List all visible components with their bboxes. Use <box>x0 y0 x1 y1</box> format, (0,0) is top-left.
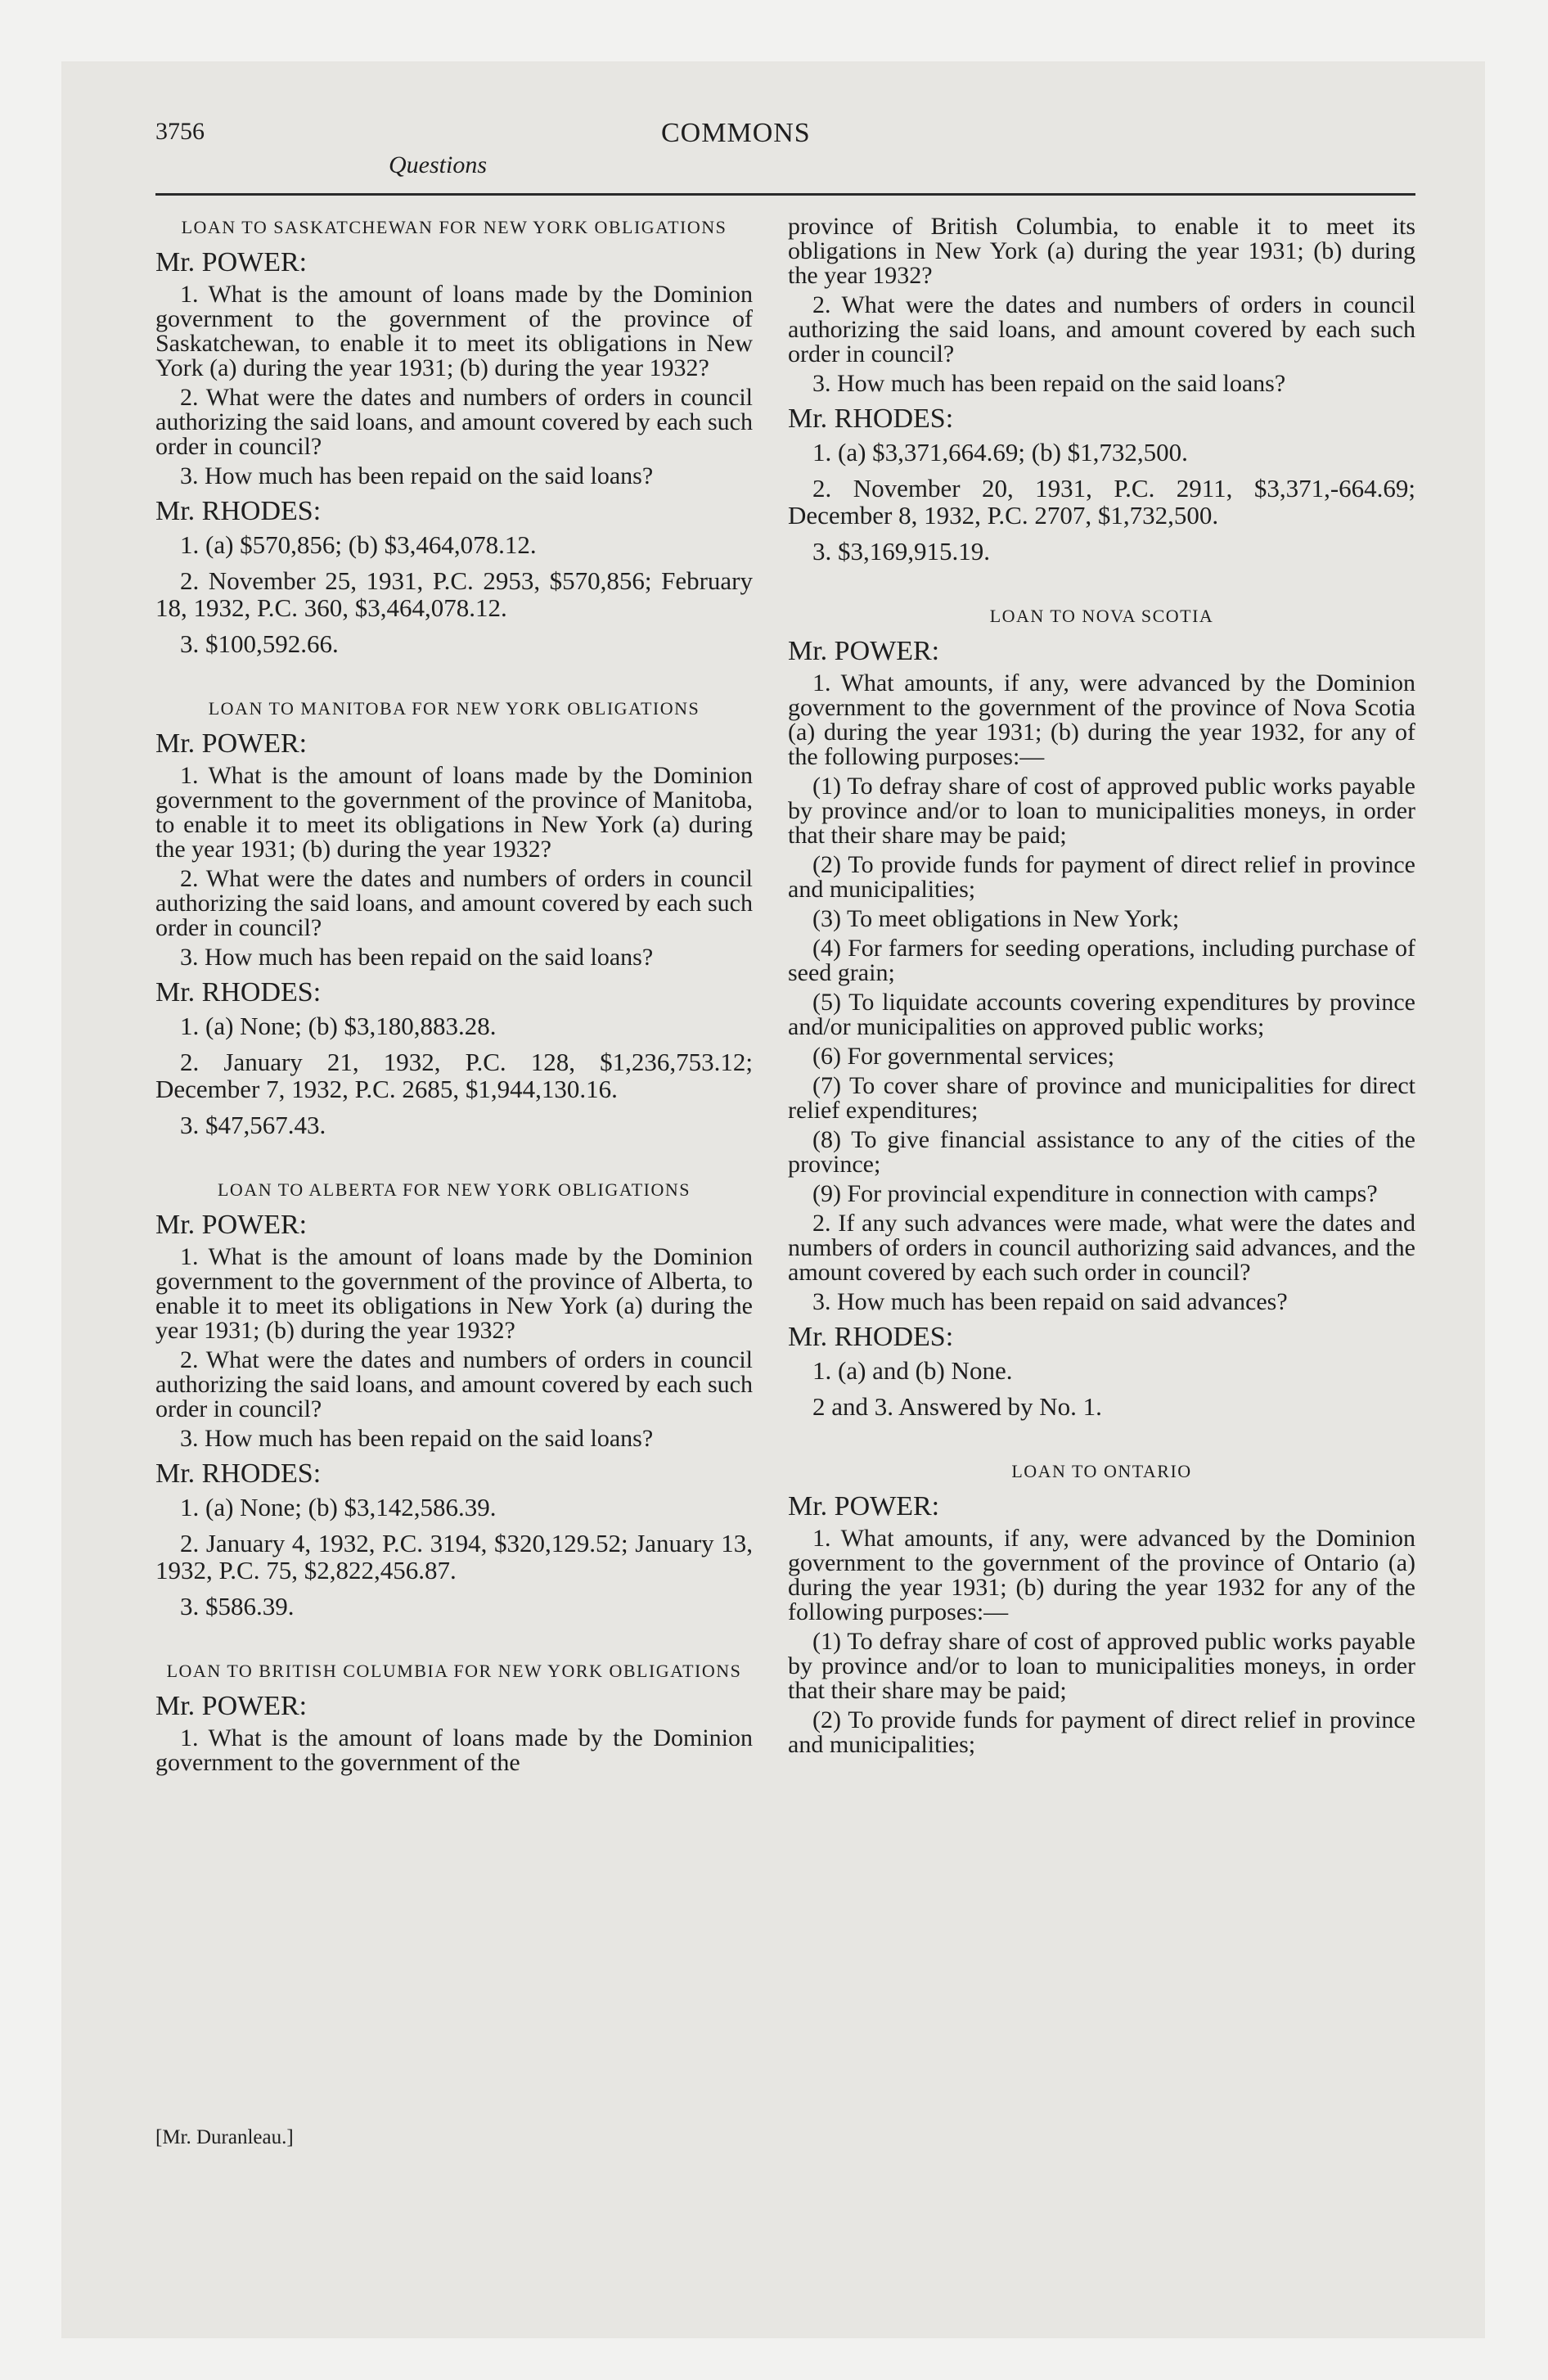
answer-paragraph: 1. (a) $570,856; (b) $3,464,078.12. <box>180 530 537 559</box>
question-paragraph: 3. How much has been repaid on the said loans? <box>180 1425 654 1452</box>
question-paragraph: (1) To defray share of cost of approved public works payable by province and/or to loan to municipalities moneys, in order that their share may be paid; <box>788 1628 1415 1704</box>
answer-paragraph: 3. $586.39. <box>180 1592 295 1620</box>
question-paragraph: 1. What is the amount of loans made by the Dominion government to the government of the province of Alberta, to enable it to meet its obligations in New York (a) during the year 1931; (b) during the year 1932? <box>155 1243 753 1344</box>
answer-paragraph: 3. $3,169,915.19. <box>812 537 990 566</box>
question-paragraph: 1. What is the amount of loans made by the Dominion government to the government of the province of Manitoba, to enable it to meet its obligations in New York (a) during the year 1931; (b) during the year 1932? <box>155 762 753 863</box>
speaker-name: Mr. POWER: <box>788 1491 940 1521</box>
question-paragraph: (3) To meet obligations in New York; <box>812 905 1180 932</box>
section-heading: LOAN TO BRITISH COLUMBIA FOR NEW YORK OBLIGATIONS <box>166 1661 742 1681</box>
question-paragraph: 3. How much has been repaid on said advances? <box>812 1288 1288 1315</box>
speaker-name: Mr. POWER: <box>155 247 308 277</box>
section-heading: LOAN TO ALBERTA FOR NEW YORK OBLIGATIONS <box>217 1179 691 1200</box>
question-paragraph: (9) For provincial expenditure in connection with camps? <box>812 1180 1378 1207</box>
section-gap <box>155 666 753 696</box>
speaker-name: Mr. RHODES: <box>155 1458 322 1489</box>
section-heading: LOAN TO MANITOBA FOR NEW YORK OBLIGATIONS <box>208 698 700 719</box>
left-column <box>155 214 753 1780</box>
speaker-name: Mr. RHODES: <box>788 403 954 434</box>
question-paragraph: 2. What were the dates and numbers of orders in council authorizing the said loans, and amount covered by each such order in council? <box>155 384 753 460</box>
section-gap <box>155 1629 753 1658</box>
section-gap <box>788 574 1415 603</box>
speaker-name: Mr. RHODES: <box>155 977 322 1007</box>
question-paragraph: 2. What were the dates and numbers of orders in council authorizing the said loans, and amount covered by each such order in council? <box>155 1346 753 1422</box>
speaker-name: Mr. RHODES: <box>155 496 322 526</box>
section-heading: LOAN TO ONTARIO <box>1011 1461 1192 1481</box>
question-paragraph: (8) To give financial assistance to any of the cities of the province; <box>788 1126 1415 1178</box>
answer-paragraph: 1. (a) and (b) None. <box>812 1356 1013 1385</box>
question-paragraph: (6) For governmental services; <box>812 1043 1115 1070</box>
speaker-name: Mr. RHODES: <box>788 1322 954 1352</box>
question-paragraph: 1. What amounts, if any, were advanced by the Dominion government to the government of the province of Ontario (a) during the year 1931; (b) during the year 1932 for any of the following purposes:— <box>788 1525 1415 1625</box>
section-title: Questions <box>389 151 487 178</box>
answer-paragraph: 3. $47,567.43. <box>180 1111 326 1139</box>
speaker-name: Mr. POWER: <box>155 728 308 759</box>
question-paragraph: 1. What amounts, if any, were advanced by the Dominion government to the government of the province of Nova Scotia (a) during the year 1931; (b) during the year 1932, for any of the following purposes:— <box>788 669 1415 770</box>
question-paragraph: (5) To liquidate accounts covering expenditures by province and/or municipalities on approved public works; <box>788 989 1415 1040</box>
section-heading: LOAN TO SASKATCHEWAN FOR NEW YORK OBLIGATIONS <box>181 217 727 237</box>
header-rule <box>155 193 1415 196</box>
right-column <box>788 214 1415 1762</box>
running-title: COMMONS <box>661 118 811 148</box>
question-paragraph: (2) To provide funds for payment of direct relief in province and municipalities; <box>788 1706 1415 1758</box>
question-paragraph: 3. How much has been repaid on the said loans? <box>180 944 654 971</box>
question-paragraph: 1. What is the amount of loans made by the Dominion government to the government of the <box>155 1724 753 1776</box>
section-gap <box>788 1429 1415 1458</box>
question-paragraph: 2. If any such advances were made, what were the dates and numbers of orders in council authorizing said advances, and the amount covered by each such order in council? <box>788 1210 1415 1286</box>
page-number: 3756 <box>155 118 205 145</box>
answer-paragraph: 2. January 21, 1932, P.C. 128, $1,236,753.12; December 7, 1932, P.C. 2685, $1,944,130.16. <box>155 1048 753 1103</box>
question-paragraph: 1. What is the amount of loans made by the Dominion government to the government of the province of Saskatchewan, to enable it to meet its obligations in New York (a) during the year 1931; (b) during the year 1932? <box>155 281 753 381</box>
answer-paragraph: 2. November 25, 1931, P.C. 2953, $570,856; February 18, 1932, P.C. 360, $3,464,078.12. <box>155 566 753 622</box>
question-paragraph: 2. What were the dates and numbers of orders in council authorizing the said loans, and amount covered by each such order in council? <box>788 291 1415 367</box>
answer-paragraph: 2 and 3. Answered by No. 1. <box>812 1392 1102 1421</box>
answer-paragraph: 3. $100,592.66. <box>180 629 339 658</box>
question-paragraph: 3. How much has been repaid on the said loans? <box>812 370 1286 397</box>
speaker-name: Mr. POWER: <box>155 1691 308 1721</box>
question-paragraph: (1) To defray share of cost of approved public works payable by province and/or to loan to municipalities moneys, in order that their share may be paid; <box>788 773 1415 849</box>
speaker-name: Mr. POWER: <box>788 636 940 666</box>
continued-paragraph: province of British Columbia, to enable it to meet its obligations in New York (a) during the year 1931; (b) during the year 1932? <box>788 213 1415 289</box>
answer-paragraph: 2. November 20, 1931, P.C. 2911, $3,371,-664.69; December 8, 1932, P.C. 2707, $1,732,500. <box>788 474 1415 530</box>
question-paragraph: 2. What were the dates and numbers of orders in council authorizing the said loans, and amount covered by each such order in council? <box>155 865 753 941</box>
footnote: [Mr. Duranleau.] <box>155 2126 294 2148</box>
question-paragraph: 3. How much has been repaid on the said loans? <box>180 462 654 489</box>
section-gap <box>155 1147 753 1177</box>
answer-paragraph: 2. January 4, 1932, P.C. 3194, $320,129.52; January 13, 1932, P.C. 75, $2,822,456.87. <box>155 1529 753 1584</box>
answer-paragraph: 1. (a) None; (b) $3,142,586.39. <box>180 1493 497 1521</box>
question-paragraph: (7) To cover share of province and municipalities for direct relief expenditures; <box>788 1072 1415 1124</box>
question-paragraph: (2) To provide funds for payment of direct relief in province and municipalities; <box>788 851 1415 903</box>
speaker-name: Mr. POWER: <box>155 1210 308 1240</box>
answer-paragraph: 1. (a) $3,371,664.69; (b) $1,732,500. <box>812 438 1188 467</box>
section-heading: LOAN TO NOVA SCOTIA <box>989 606 1214 626</box>
answer-paragraph: 1. (a) None; (b) $3,180,883.28. <box>180 1012 497 1040</box>
question-paragraph: (4) For farmers for seeding operations, including purchase of seed grain; <box>788 935 1415 986</box>
